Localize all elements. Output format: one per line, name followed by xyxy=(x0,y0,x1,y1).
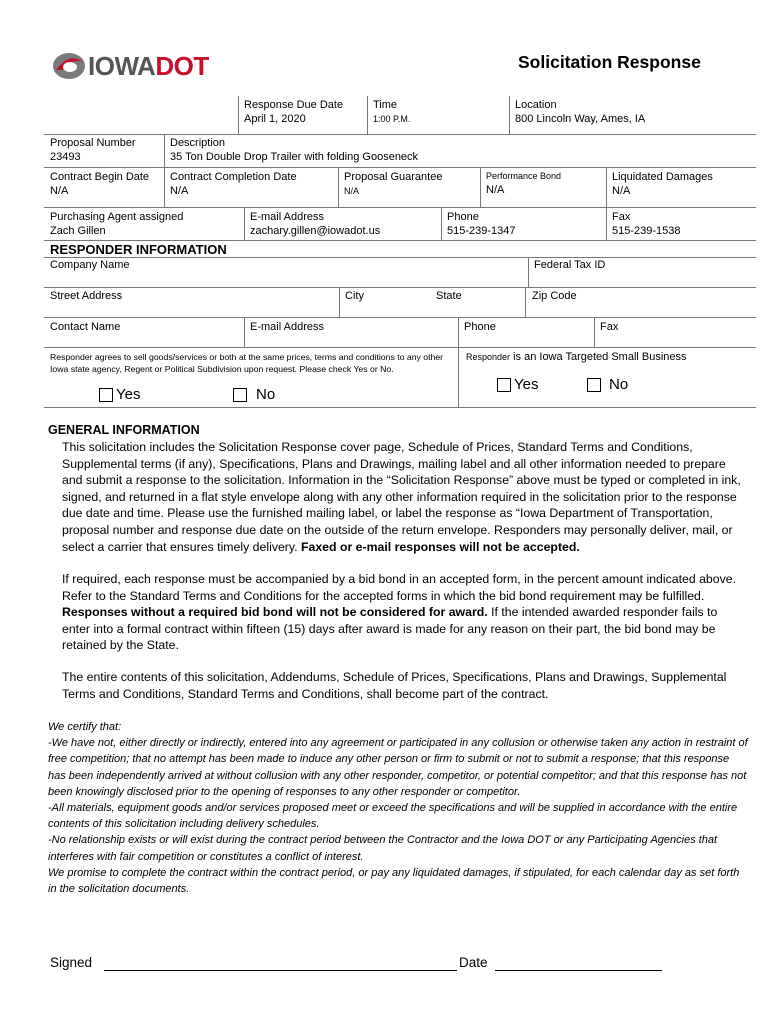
divider xyxy=(44,167,756,168)
certify-item-2: -All materials, equipment goods and/or services proposed meet or exceed the specifications and will be supplied in accordance with the entire contents of this solicitation including delivery schedules. xyxy=(48,802,738,831)
divider xyxy=(338,167,339,207)
proposal-number-label: Proposal Number xyxy=(50,137,136,149)
signature-line[interactable] xyxy=(104,970,457,971)
general-paragraph-3 xyxy=(62,669,742,702)
tsb-yes-label: Yes xyxy=(514,376,539,393)
general-p3-text: The entire contents of this solicitation, Addendums, Schedule of Prices, Specifications, Plans and Drawings, Supplemental Terms and Conditions, Standard Terms and Conditions, shall become part of the contract. xyxy=(62,670,727,701)
divider xyxy=(525,287,526,317)
agent-phone-value: 515-239-1347 xyxy=(447,225,516,237)
divider xyxy=(164,167,165,207)
due-date-label: Response Due Date xyxy=(244,99,344,111)
state-field[interactable]: State xyxy=(436,290,462,302)
performance-bond-value: N/A xyxy=(486,184,505,196)
responder-phone-field[interactable]: Phone xyxy=(464,321,496,333)
responder-fax-field[interactable]: Fax xyxy=(600,321,619,333)
agent-fax-label: Fax xyxy=(612,211,631,223)
divider xyxy=(44,240,756,241)
iowa-dot-logo xyxy=(52,48,212,84)
divider xyxy=(509,96,510,134)
divider xyxy=(44,287,756,288)
certify-intro: We certify that: xyxy=(48,721,122,733)
page-title: Solicitation Response xyxy=(518,52,701,72)
general-information-heading: GENERAL INFORMATION xyxy=(48,423,200,437)
purchasing-agent-value: Zach Gillen xyxy=(50,225,106,237)
agree-no-checkbox[interactable] xyxy=(233,388,247,402)
agent-email-label: E-mail Address xyxy=(250,211,324,223)
location-value: 800 Lincoln Way, Ames, IA xyxy=(515,113,646,125)
agent-email-value: zachary.gillen@iowadot.us xyxy=(250,225,381,237)
responder-email-field[interactable]: E-mail Address xyxy=(250,321,324,333)
date-label: Date xyxy=(459,955,488,970)
contract-completion-label: Contract Completion Date xyxy=(170,171,297,183)
tsb-yes-checkbox[interactable] xyxy=(497,378,511,392)
divider xyxy=(458,347,459,407)
certify-item-1: -We have not, either directly or indirectly, entered into any agreement or participated in any collusion or otherwise taken any action in restraint of free competition; that no attempt has been made to induce any other person or firm to submit or not to submit a response; that this response has been independently arrived at without collusion with any other responder, competitor, or potential competitor; and that this response has not been knowingly disclosed prior to the opening of responses to any other responder or competitor. xyxy=(48,737,748,798)
certification-block xyxy=(48,719,748,897)
tsb-prefix: Responder xyxy=(466,352,511,362)
general-p2-bold: Responses without a required bid bond will not be considered for award. xyxy=(62,605,488,620)
federal-tax-id-field[interactable]: Federal Tax ID xyxy=(534,259,606,271)
purchasing-agent-label: Purchasing Agent assigned xyxy=(50,211,184,223)
price-agreement-text: Responder agrees to sell goods/services or both at the same prices, terms and conditions to any other Iowa state agency, Regent or Political Subdivision upon request. Please check Yes or No. xyxy=(50,352,444,374)
proposal-guarantee-value: N/A xyxy=(344,186,360,196)
contract-completion-value: N/A xyxy=(170,185,189,197)
contract-begin-label: Contract Begin Date xyxy=(50,171,150,183)
city-field[interactable]: City xyxy=(345,290,364,302)
location-label: Location xyxy=(515,99,557,111)
logo-wordmark: IOWADOT xyxy=(88,51,209,81)
divider xyxy=(480,167,481,207)
agent-fax-value: 515-239-1538 xyxy=(612,225,681,237)
general-paragraph-2 xyxy=(62,571,742,654)
logo-swoosh-icon xyxy=(52,50,86,82)
divider xyxy=(44,207,756,208)
description-value: 35 Ton Double Drop Trailer with folding Gooseneck xyxy=(170,151,419,163)
divider xyxy=(238,96,239,134)
description-label: Description xyxy=(170,137,226,149)
divider xyxy=(44,317,756,318)
zip-code-field[interactable]: Zip Code xyxy=(532,290,577,302)
divider xyxy=(458,317,459,347)
general-p2-text-end: If the intended awarded responder fails to enter into a formal contract within fifteen (15) days after award is made for any reason on their part, the bid bond may be retained by the State. xyxy=(62,605,718,653)
proposal-guarantee-label: Proposal Guarantee xyxy=(344,171,443,183)
general-p2-text: If required, each response must be accompanied by a bid bond in an accepted form, in the percent amount indicated above. Refer to the Standard Terms and Conditions for the accepted forms in which the bid bond requirement may be fulfilled. xyxy=(62,572,737,603)
due-date-value: April 1, 2020 xyxy=(244,113,306,125)
divider xyxy=(44,407,756,408)
time-value: 1:00 P.M. xyxy=(373,114,411,124)
date-line[interactable] xyxy=(495,970,662,971)
targeted-small-business-question xyxy=(466,351,687,364)
divider xyxy=(594,317,595,347)
street-address-field[interactable]: Street Address xyxy=(50,290,123,302)
divider xyxy=(44,257,756,258)
proposal-number-value: 23493 xyxy=(50,151,81,163)
tsb-no-checkbox[interactable] xyxy=(587,378,601,392)
divider xyxy=(367,96,368,134)
divider xyxy=(528,257,529,287)
time-label: Time xyxy=(373,99,398,111)
divider xyxy=(44,134,756,135)
certify-item-4: We promise to complete the contract within the contract period, or pay any liquidated damages, if stipulated, for each calendar day as set forth in the solicitation documents. xyxy=(48,866,740,896)
tsb-text: is an Iowa Targeted Small Business xyxy=(513,351,687,363)
contract-begin-value: N/A xyxy=(50,185,69,197)
divider xyxy=(339,287,340,317)
general-p1-bold: Faxed or e-mail responses will not be accepted. xyxy=(300,539,580,554)
tsb-no-label: No xyxy=(609,376,629,393)
agree-no-label: No xyxy=(256,386,276,403)
divider xyxy=(606,207,607,240)
company-name-field[interactable]: Company Name xyxy=(50,259,130,271)
divider xyxy=(244,207,245,240)
signed-label: Signed xyxy=(50,955,93,970)
divider xyxy=(606,167,607,207)
responder-section-title: RESPONDER INFORMATION xyxy=(50,242,227,257)
certify-item-3: -No relationship exists or will exist during the contract period between the Contractor and the Iowa DOT or any Participating Agencies that interferes with fair competition or constitutes a conflict of interest. xyxy=(48,834,718,863)
general-paragraph-1 xyxy=(62,439,742,555)
agree-yes-label: Yes xyxy=(116,386,141,403)
agent-phone-label: Phone xyxy=(447,211,479,223)
divider xyxy=(244,317,245,347)
divider xyxy=(441,207,442,240)
divider xyxy=(164,134,165,167)
liquidated-damages-label: Liquidated Damages xyxy=(612,171,713,183)
liquidated-damages-value: N/A xyxy=(612,185,631,197)
agree-yes-checkbox[interactable] xyxy=(99,388,113,402)
general-p1-text: This solicitation includes the Solicitation Response cover page, Schedule of Prices, Standard Terms and Conditions, Supplemental terms (if any), Specifications, Plans and Drawings, mailing label and all other information needed to prepare and submit a response to the solicitation. Information in the “Solicitation Response” above must be typed or completed in ink, signed, and returned in a flat style envelope along with any other information required in the solicitation prior to the response due date and time. Please use the furnished mailing label, or label the response as “Iowa Department of Transportation, proposal number and response due date on the outside of the return envelope. Responders may personally deliver, mail, or select a carrier that ensures timely delivery. xyxy=(62,440,741,554)
contact-name-field[interactable]: Contact Name xyxy=(50,321,121,333)
divider xyxy=(44,347,756,348)
performance-bond-label: Performance Bond xyxy=(486,171,562,181)
